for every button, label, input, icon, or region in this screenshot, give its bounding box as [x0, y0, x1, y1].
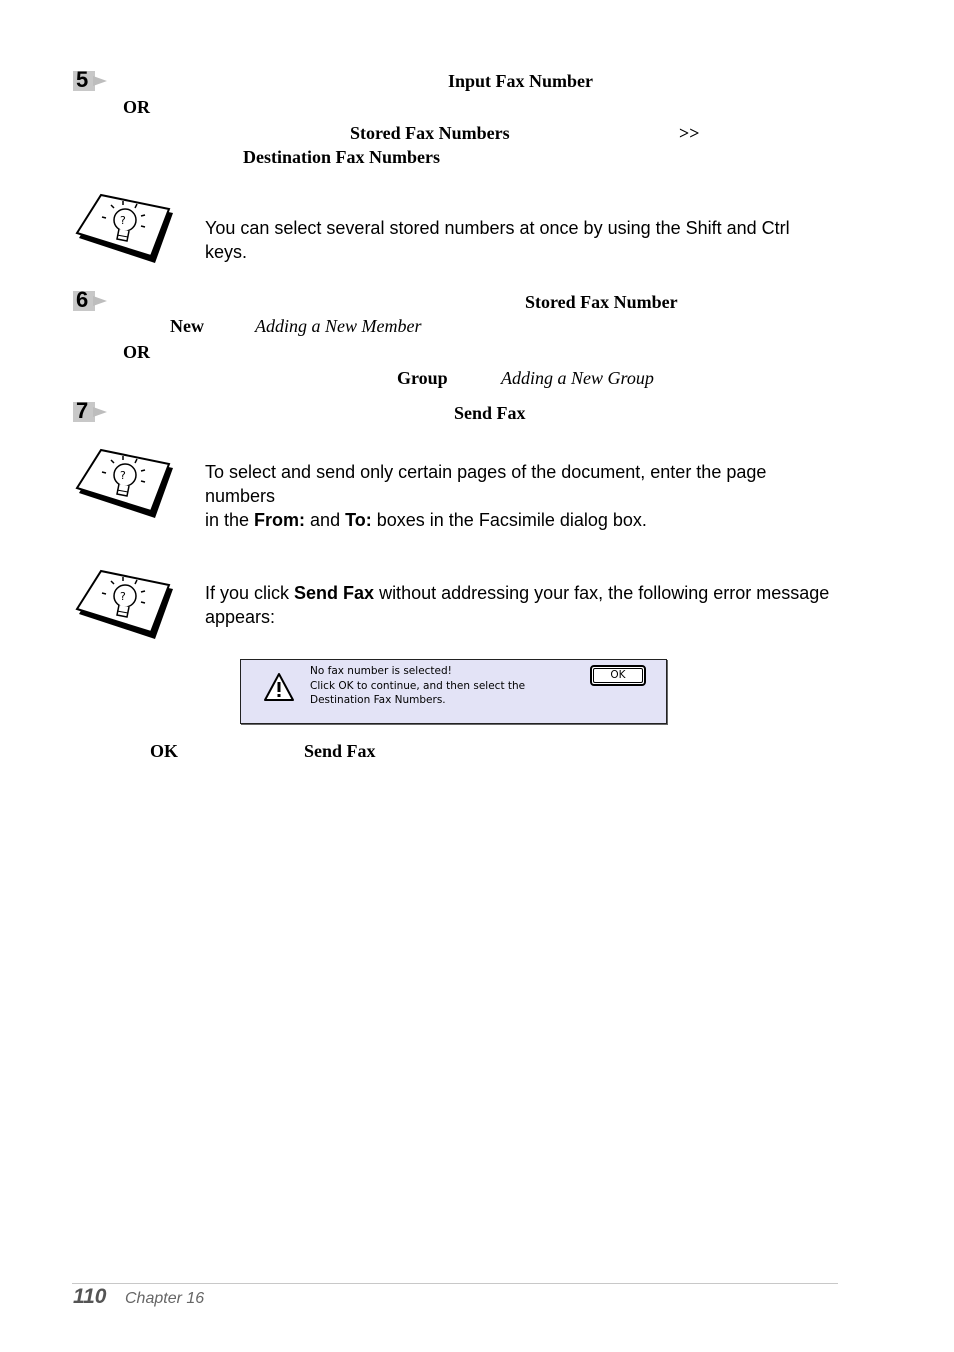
chapter-label: Chapter 16	[125, 1290, 205, 1307]
page-number: 110	[73, 1285, 107, 1308]
error-dialog	[240, 659, 667, 724]
new-label: New	[170, 316, 204, 336]
step-number: 6	[76, 287, 89, 312]
step-number: 7	[76, 398, 89, 423]
ok-button-label: OK	[593, 668, 643, 683]
step-arrow-icon	[93, 296, 107, 306]
lightbulb-note-icon	[75, 193, 175, 265]
step-number: 5	[76, 67, 89, 92]
note-select-several: You can select several stored numbers at once by using the Shift and Ctrl keys.	[205, 218, 790, 262]
send-fax-inline: Send Fax	[294, 583, 375, 603]
svg-text:?: ?	[120, 590, 126, 603]
ok-button[interactable]	[590, 665, 646, 686]
send-fax-label: Send Fax	[454, 403, 526, 423]
footer-divider	[72, 1283, 838, 1284]
warning-icon	[263, 672, 295, 702]
stored-fax-numbers-label: Stored Fax Numbers	[350, 123, 510, 143]
svg-text:?: ?	[120, 469, 126, 482]
svg-text:?: ?	[120, 214, 126, 227]
step-5-marker	[73, 67, 113, 95]
adding-new-member-ref: Adding a New Member	[255, 316, 422, 336]
step-6-marker	[73, 287, 113, 315]
stored-fax-number-label: Stored Fax Number	[525, 292, 678, 312]
lightbulb-note-icon	[75, 569, 175, 641]
dialog-message-line: Click OK to continue, and then select the	[310, 679, 526, 692]
or-label: OR	[123, 342, 150, 362]
step-arrow-icon	[93, 407, 107, 417]
note-line: appears:	[205, 607, 276, 627]
step-arrow-icon	[93, 76, 107, 86]
input-fax-number-label: Input Fax Number	[448, 71, 594, 91]
or-label: OR	[123, 97, 150, 117]
note-select-pages	[205, 460, 835, 532]
adding-new-group-ref: Adding a New Group	[501, 368, 654, 388]
ok-label: OK	[150, 741, 179, 761]
dialog-message	[310, 664, 525, 708]
note-error-message	[205, 581, 835, 629]
send-fax-label: Send Fax	[304, 741, 376, 761]
destination-fax-numbers-label: Destination Fax Numbers	[243, 147, 440, 167]
from-label: From:	[254, 510, 306, 530]
note-line: To select and send only certain pages of the document, enter the page numbers	[205, 462, 767, 506]
lightbulb-note-icon	[75, 448, 175, 520]
note-line: If you click Send Fax without addressing your fax, the following error message	[205, 583, 830, 603]
group-label: Group	[397, 368, 448, 388]
to-label: To:	[345, 510, 372, 530]
dialog-message-line: No fax number is selected!	[310, 665, 452, 677]
add-button-label: >>	[679, 123, 700, 143]
note-line: in the From: and To: boxes in the Facsimile dialog box.	[205, 510, 647, 530]
dialog-message-line: Destination Fax Numbers.	[310, 694, 446, 706]
step-7-marker	[73, 398, 113, 426]
